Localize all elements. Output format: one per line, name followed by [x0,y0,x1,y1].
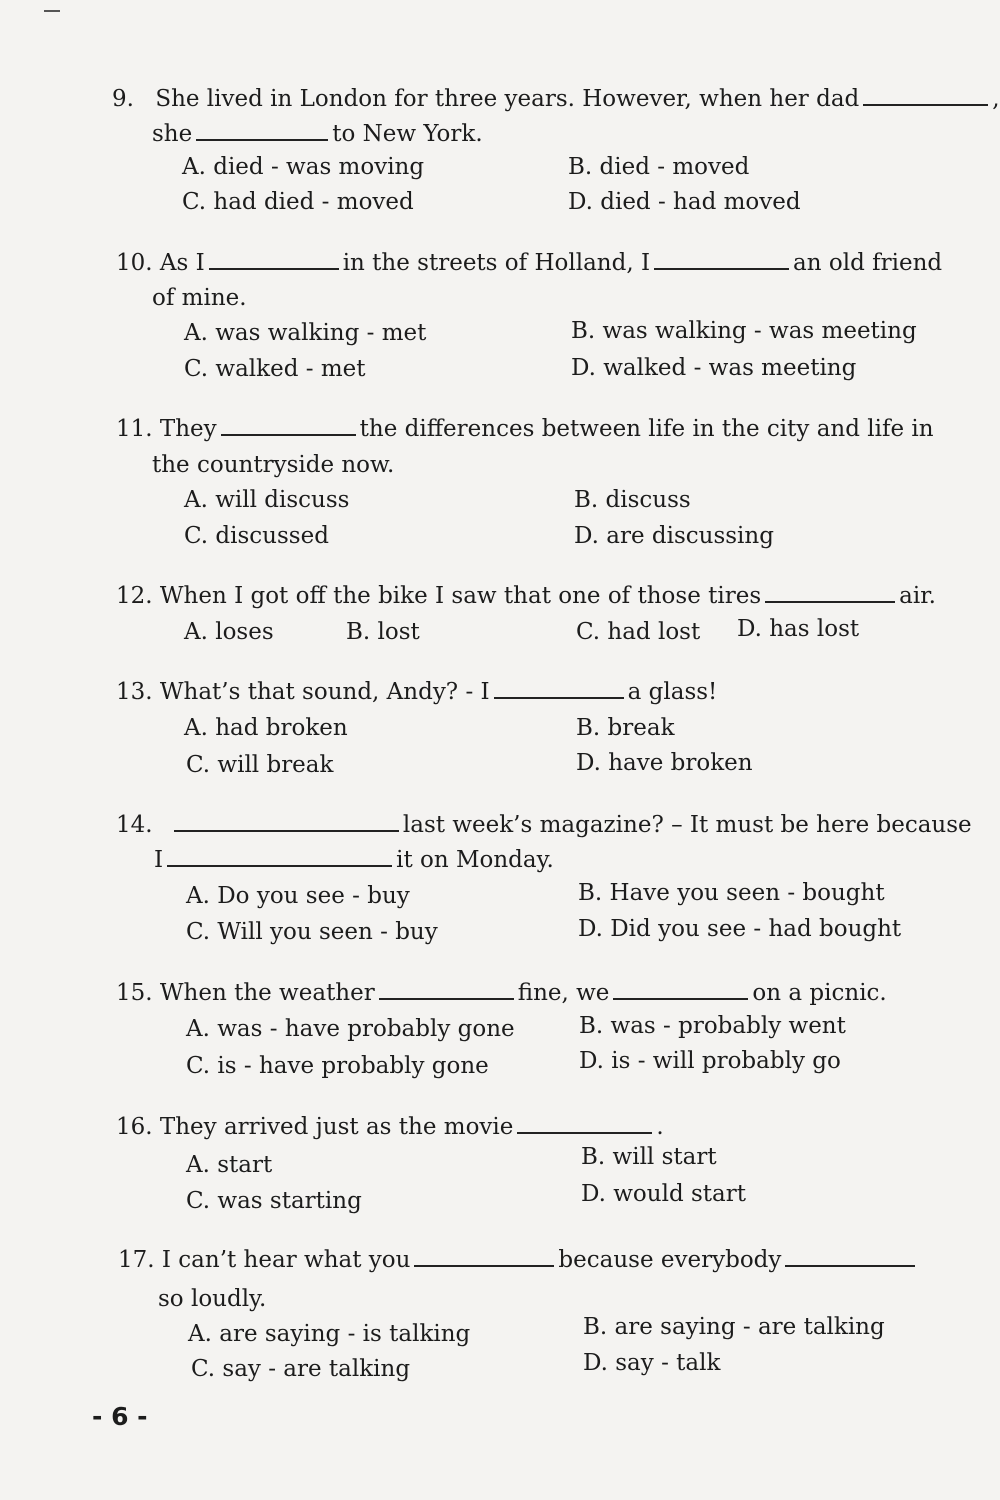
question-12 [116,579,966,654]
option-c[interactable]: C. discussed [184,523,329,549]
question-number: 10. [116,250,153,276]
option-b[interactable]: B. lost [346,619,420,645]
question-9 [112,82,1000,222]
option-a[interactable]: A. died - was moving [182,154,425,180]
scan-mark [44,10,60,12]
question-number: 16. [116,1114,153,1140]
question-number: 9. [112,86,134,112]
option-c[interactable]: C. had lost [576,619,701,645]
answer-blank[interactable] [174,810,399,832]
answer-blank[interactable] [221,414,356,436]
option-d[interactable]: D. are discussing [574,523,774,549]
option-d[interactable]: D. is - will probably go [579,1048,841,1074]
answer-blank[interactable] [196,119,328,141]
question-text: fine, we [517,980,610,1006]
question-15 [116,976,966,1086]
option-c[interactable]: C. walked - met [184,356,366,382]
option-d[interactable]: D. say - talk [583,1350,721,1376]
question-number: 17. [118,1247,155,1273]
option-c[interactable]: C. is - have probably gone [186,1053,489,1079]
page-number: - 6 - [92,1402,148,1431]
question-text: she [152,121,193,147]
option-d[interactable]: D. Did you see - had bought [578,916,902,942]
answer-blank[interactable] [494,677,624,699]
question-text: When I got off the bike I saw that one of those tires [159,583,762,609]
question-text: on a picnic. [752,980,887,1006]
question-17 [118,1243,968,1388]
question-text: of mine. [152,285,247,311]
option-b[interactable]: B. was walking - was meeting [571,318,917,344]
answer-blank[interactable] [613,978,748,1000]
question-number: 14. [116,812,153,838]
question-text: in the streets of Holland, I [342,250,651,276]
question-text: They arrived just as the movie [159,1114,514,1140]
question-text: air. [899,583,936,609]
option-a[interactable]: A. start [186,1152,273,1178]
question-text: because everybody [558,1247,782,1273]
question-text: I can’t hear what you [161,1247,411,1273]
question-text: an old friend [793,250,943,276]
option-b[interactable]: B. was - probably went [579,1013,846,1039]
answer-blank[interactable] [209,248,339,270]
option-b[interactable]: B. discuss [574,487,691,513]
option-a[interactable]: A. are saying - is talking [188,1321,471,1347]
option-a[interactable]: A. will discuss [184,487,350,513]
question-text: . [656,1114,664,1140]
question-text: As I [159,250,205,276]
question-text: so loudly. [158,1286,267,1312]
answer-blank[interactable] [785,1245,915,1267]
question-16 [116,1110,966,1220]
option-a[interactable]: A. had broken [184,715,348,741]
option-c[interactable]: C. was starting [186,1188,362,1214]
option-c[interactable]: C. say - are talking [191,1356,411,1382]
question-text: , [992,86,1000,112]
question-number: 13. [116,679,153,705]
question-text: the differences between life in the city and life in [359,416,934,442]
question-text: She lived in London for three years. However, when her dad [155,86,860,112]
option-a[interactable]: A. was - have probably gone [186,1016,515,1042]
question-number: 15. [116,980,153,1006]
option-c[interactable]: C. will break [186,752,334,778]
question-14 [116,808,974,953]
option-b[interactable]: B. died - moved [568,154,750,180]
question-text: I [154,847,164,873]
question-11 [116,412,966,557]
question-number: 11. [116,416,153,442]
question-text: What’s that sound, Andy? - I [159,679,490,705]
option-b[interactable]: B. Have you seen - bought [578,880,885,906]
question-text: When the weather [159,980,375,1006]
question-text: They [159,416,217,442]
question-text: the countryside now. [152,452,395,478]
option-a[interactable]: A. was walking - met [184,320,427,346]
question-text: a glass! [627,679,718,705]
option-b[interactable]: B. break [576,715,675,741]
option-a[interactable]: A. loses [184,619,274,645]
answer-blank[interactable] [863,84,988,106]
option-d[interactable]: D. died - had moved [568,189,801,215]
answer-blank[interactable] [654,248,789,270]
option-c[interactable]: C. Will you seen - buy [186,919,438,945]
option-d[interactable]: D. have broken [576,750,753,776]
option-c[interactable]: C. had died - moved [182,189,414,215]
option-b[interactable]: B. will start [581,1144,717,1170]
option-d[interactable]: D. has lost [737,616,860,642]
answer-blank[interactable] [765,581,895,603]
question-text: to New York. [332,121,483,147]
answer-blank[interactable] [517,1112,652,1134]
answer-blank[interactable] [414,1245,554,1267]
answer-blank[interactable] [379,978,514,1000]
answer-blank[interactable] [167,845,392,867]
question-10 [116,246,966,391]
option-b[interactable]: B. are saying - are talking [583,1314,885,1340]
question-number: 12. [116,583,153,609]
question-text: it on Monday. [396,847,554,873]
question-13 [116,675,966,785]
option-d[interactable]: D. walked - was meeting [571,355,857,381]
question-text: last week’s magazine? – It must be here because [402,812,972,838]
option-a[interactable]: A. Do you see - buy [186,883,410,909]
option-d[interactable]: D. would start [581,1181,746,1207]
